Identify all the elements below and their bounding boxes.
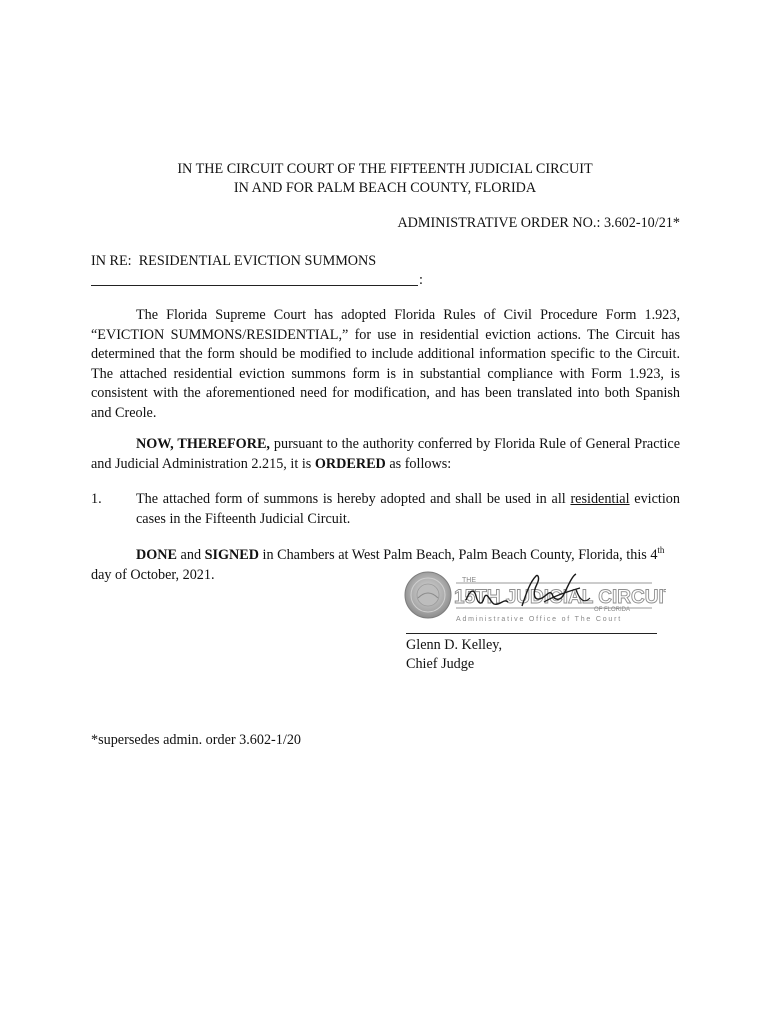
signer-name: Glenn D. Kelley, xyxy=(406,637,503,653)
item-text-start: The attached form of summons is hereby adopted and shall be used in all xyxy=(136,491,571,507)
signature-line xyxy=(406,633,657,634)
in-re-colon: : xyxy=(419,272,423,288)
done-word: DONE xyxy=(136,547,177,563)
signed-word: SIGNED xyxy=(204,547,259,563)
court-seal-block xyxy=(404,568,666,628)
and-word: and xyxy=(177,547,205,563)
in-re-subject: RESIDENTIAL EVICTION SUMMONS xyxy=(138,253,377,269)
now-therefore-text: NOW, THEREFORE, xyxy=(136,436,270,452)
as-follows-text: as follows: xyxy=(385,455,452,472)
in-re-rule xyxy=(91,285,418,286)
order-number: ADMINISTRATIVE ORDER NO.: 3.602-10/21* xyxy=(397,215,680,231)
date-superscript: th xyxy=(657,545,665,555)
seal-main-text: 15TH JUDICIAL CIRCUIT xyxy=(454,587,666,608)
in-re-line xyxy=(91,252,376,272)
paragraph-therefore xyxy=(91,435,680,474)
paragraph-adoption: The Florida Supreme Court has adopted Florida Rules of Civil Procedure Form 1.923, “EVICTION SUMMONS/RESIDENTIAL,” for use in residential eviction actions. The Circuit has determined that the form should be modified to include additional information specific to the Circuit. The attached residential eviction summons form is in substantial compliance with Form 1.923, is consistent with the aforementioned need for modification, and has been translated into both Spanish and Creole. xyxy=(91,307,680,421)
signer-title: Chief Judge xyxy=(406,656,475,672)
court-seal-logo xyxy=(404,568,666,628)
seal-sub-text: OF FLORIDA xyxy=(594,607,631,613)
date-text: day of October, 2021. xyxy=(91,566,215,583)
court-name-line2: IN AND FOR PALM BEACH COUNTY, FLORIDA xyxy=(233,180,537,196)
in-re-label: IN RE: xyxy=(91,253,132,269)
court-name-line1: IN THE CIRCUIT COURT OF THE FIFTEENTH JUDICIAL CIRCUIT xyxy=(177,161,593,177)
authority-text: pursuant to the authority conferred by Florida Rule of General Practice and Judicial Administration 2.215, it is xyxy=(91,436,680,472)
item-number: 1. xyxy=(91,491,102,507)
footnote: *supersedes admin. order 3.602-1/20 xyxy=(91,732,302,748)
ordered-text: ORDERED xyxy=(314,455,386,472)
chambers-text: in Chambers at West Palm Beach, Palm Beach County, Florida, this 4 xyxy=(259,547,658,563)
item-text xyxy=(136,490,680,529)
seal-top-word: THE xyxy=(462,577,476,584)
residential-emphasis: residential xyxy=(570,491,630,507)
item-text-end: eviction cases in the Fifteenth Judicial Circuit. xyxy=(136,491,680,527)
seal-office-text: Administrative Office of The Court xyxy=(456,616,622,623)
